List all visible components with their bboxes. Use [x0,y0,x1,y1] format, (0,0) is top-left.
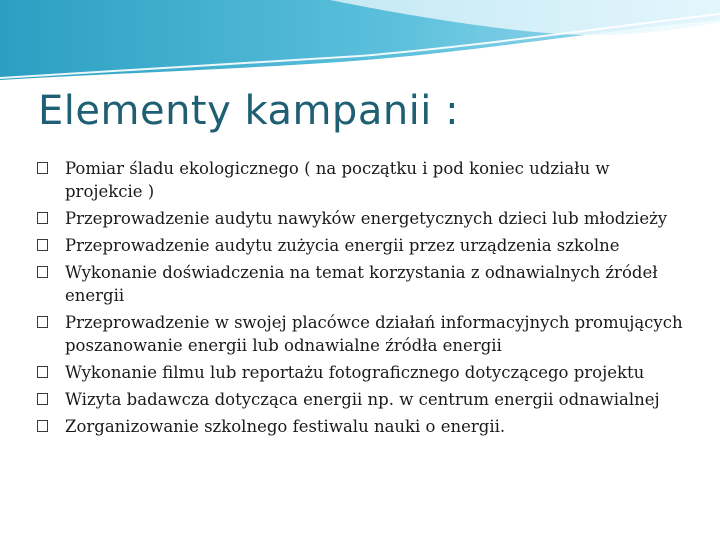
list-item [35,388,685,411]
list-item [35,157,685,203]
square-bullet-icon [37,239,48,251]
list-item-text: Przeprowadzenie audytu nawyków energetycznych dzieci lub młodzieży [65,209,668,228]
list-item-text: Pomiar śladu ekologicznego ( na początku i pod koniec udziału w projekcie ) [65,159,610,201]
list-item [35,261,685,307]
list-item-text: Przeprowadzenie audytu zużycia energii przez urządzenia szkolne [65,236,620,255]
list-item [35,234,685,257]
list-item-text: Wykonanie doświadczenia na temat korzystania z odnawialnych źródeł energii [65,263,658,305]
square-bullet-icon [37,316,48,328]
list-item [35,311,685,357]
list-item-text: Wizyta badawcza dotycząca energii np. w centrum energii odnawialnej [65,390,660,409]
slide-title: Elementy kampanii : [38,88,460,134]
list-item-text: Wykonanie filmu lub reportażu fotograficznego dotyczącego projektu [65,363,645,382]
bullet-list [35,157,685,442]
square-bullet-icon [37,366,48,378]
header-wave-decoration [0,0,720,90]
square-bullet-icon [37,266,48,278]
square-bullet-icon [37,162,48,174]
square-bullet-icon [37,393,48,405]
square-bullet-icon [37,420,48,432]
list-item-text: Przeprowadzenie w swojej placówce działań informacyjnych promujących poszanowanie energii lub odnawialne źródła energii [65,313,683,355]
list-item [35,361,685,384]
list-item-text: Zorganizowanie szkolnego festiwalu nauki o energii. [65,417,506,436]
list-item [35,415,685,438]
square-bullet-icon [37,212,48,224]
list-item [35,207,685,230]
